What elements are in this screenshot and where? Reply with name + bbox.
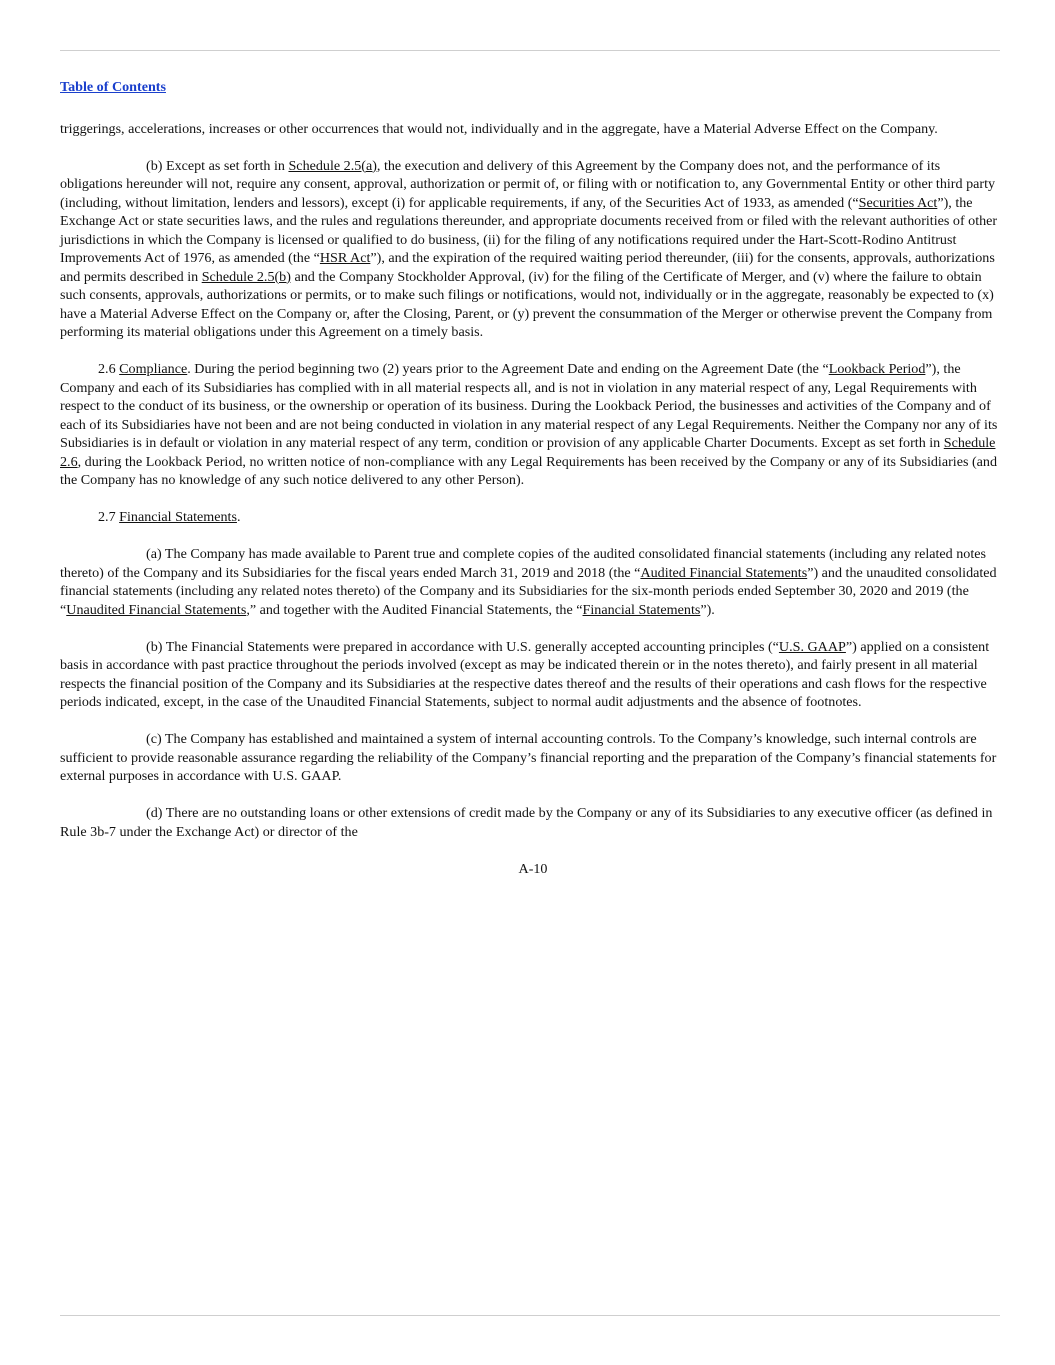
table-of-contents-link[interactable]: Table of Contents bbox=[60, 79, 166, 95]
defined-term-financial-statements: Financial Statements bbox=[582, 601, 701, 618]
footer-divider bbox=[60, 1315, 1000, 1316]
defined-term-hsr-act: HSR Act bbox=[319, 250, 371, 266]
section-heading-financial-statements: Financial Statements bbox=[119, 509, 237, 525]
text-run: , the execution and delivery of this Agreement by the Company does not, and the performance of its obligations hereunder will not, require any consent, approval, authorization or permit of, or filing with or notification to, any Governmental Entity or other third party (including, without limitation, lenders and lessors), except (i) for applicable requirements, if any, of the Securities Act of 1933, as amended (“ bbox=[60, 157, 996, 211]
header-divider bbox=[60, 50, 1000, 51]
text-run: and the Company Stockholder Approval, (iv) for the filing of the Certificate of Merger, and (v) where the failure to obtain such consents, approvals, authorizations or permits, or to make such filings or notifications, would not, individually or in the aggregate, reasonably be expected to (x) have a Material Adverse Effect on the Company or, after the Closing, Parent, or (y) prevent the consummation of the Merger or otherwise prevent the Company from performing its material obligations under this Agreement on a timely basis. bbox=[60, 268, 994, 340]
page-number: A-10 bbox=[518, 860, 548, 877]
text-run: , during the Lookback Period, no written notice of non-compliance with any Legal Requirements has been received by the Company or any of its Subsidiaries (and the Company has no knowledge of any such notice delivered to any other Person). bbox=[60, 453, 997, 488]
document-page bbox=[60, 78, 1006, 878]
text-run: ”). bbox=[700, 601, 715, 618]
text-run: ”), the Exchange Act or state securities laws, and the rules and regulations thereunder, and appropriate documents received from or filed with the relevant authorities of other jurisdictions in which the Company is licensed or qualified to do business, (ii) for the filing of any notifications required under the Hart-Scott-Rodino Antitrust Improvements Act of 1976, as amended (the “ bbox=[60, 194, 998, 266]
defined-term-schedule-2-6: Schedule 2.6 bbox=[60, 435, 996, 470]
defined-term-securities-act: Securities Act bbox=[858, 194, 938, 211]
section-2-6-compliance bbox=[60, 360, 1006, 490]
text-run: (b) The Financial Statements were prepared in accordance with U.S. generally accepted accounting principles (“ bbox=[146, 638, 779, 655]
paragraph-2-5-b bbox=[60, 157, 1006, 342]
defined-term-unaudited-financial-statements: Unaudited Financial Statements bbox=[66, 601, 247, 618]
section-2-7-heading bbox=[60, 508, 1006, 527]
paragraph-2-7-c: (c) The Company has established and maintained a system of internal accounting controls. To the Company’s knowledge, such internal controls are sufficient to provide reasonable assurance regarding the reliability of the Company’s financial reporting and the preparation of the Company’s financial statements for external purposes in accordance with U.S. GAAP. bbox=[60, 731, 997, 784]
paragraph-2-7-a bbox=[60, 545, 1006, 619]
text-run: . bbox=[236, 509, 241, 525]
text-run: 2.6 bbox=[98, 361, 120, 377]
text-run: . During the period beginning two (2) years prior to the Agreement Date and ending on the Agreement Date (the “ bbox=[187, 361, 829, 377]
defined-term-lookback-period: Lookback Period bbox=[828, 361, 926, 377]
defined-term-audited-financial-statements: Audited Financial Statements bbox=[640, 564, 808, 581]
text-run: ,” and together with the Audited Financial Statements, the “ bbox=[246, 601, 583, 618]
text-run: (a) The Company has made available to Parent true and complete copies of the audited consolidated financial statements (including any related notes thereto) of the Company and its Subsidiaries for the fiscal years ended March 31, 2019 and 2018 (the “ bbox=[60, 546, 986, 581]
text-run: ”), and the expiration of the required waiting period thereunder, (iii) for the consents, approvals, authorizations and permits described in bbox=[60, 250, 995, 285]
section-heading-compliance: Compliance bbox=[119, 361, 188, 377]
paragraph-continuation: triggerings, accelerations, increases or other occurrences that would not, individually and in the aggregate, have a Material Adverse Effect on the Company. bbox=[60, 120, 938, 137]
paragraph-2-7-d: (d) There are no outstanding loans or other extensions of credit made by the Company or any of its Subsidiaries to any executive officer (as defined in Rule 3b-7 under the Exchange Act) or director of the bbox=[60, 805, 993, 840]
text-run: (b) Except as set forth in bbox=[146, 157, 289, 174]
text-run: 2.7 bbox=[98, 509, 120, 525]
defined-term-us-gaap: U.S. GAAP bbox=[778, 638, 846, 655]
text-run: ”) and the unaudited consolidated financial statements (including any related notes thereto) of the Company and its Subsidiaries for the six-month periods ended September 30, 2020 and 2019 (the “ bbox=[60, 564, 997, 618]
defined-term-schedule-2-5-b: Schedule 2.5(b) bbox=[201, 268, 291, 285]
paragraph-2-7-b bbox=[60, 638, 1006, 712]
defined-term-schedule-2-5-a: Schedule 2.5(a) bbox=[288, 157, 377, 174]
text-run: ”) applied on a consistent basis in accordance with past practice throughout the periods involved (except as may be indicated therein or in the notes thereto), and fairly present in all material respects the financial position of the Company and its Subsidiaries at the respective dates thereof and the results of their operations and cash flows for the respective periods indicated, except, in the case of the Unaudited Financial Statements, subject to normal audit adjustments and the absence of footnotes. bbox=[60, 638, 990, 710]
text-run: ”), the Company and each of its Subsidiaries has complied with in all material respects all, and is not in violation in any material respect of any, Legal Requirements with respect to the conduct of its business, or the ownership or operation of its business. During the Lookback Period, the businesses and activities of the Company and of each of its Subsidiaries have not been and are not being conducted in violation in any material respect of any Legal Requirements. Neither the Company nor any of its Subsidiaries is in default or violation in any material respect of any term, condition or provision of any applicable Charter Documents. Except as set forth in bbox=[60, 361, 998, 451]
